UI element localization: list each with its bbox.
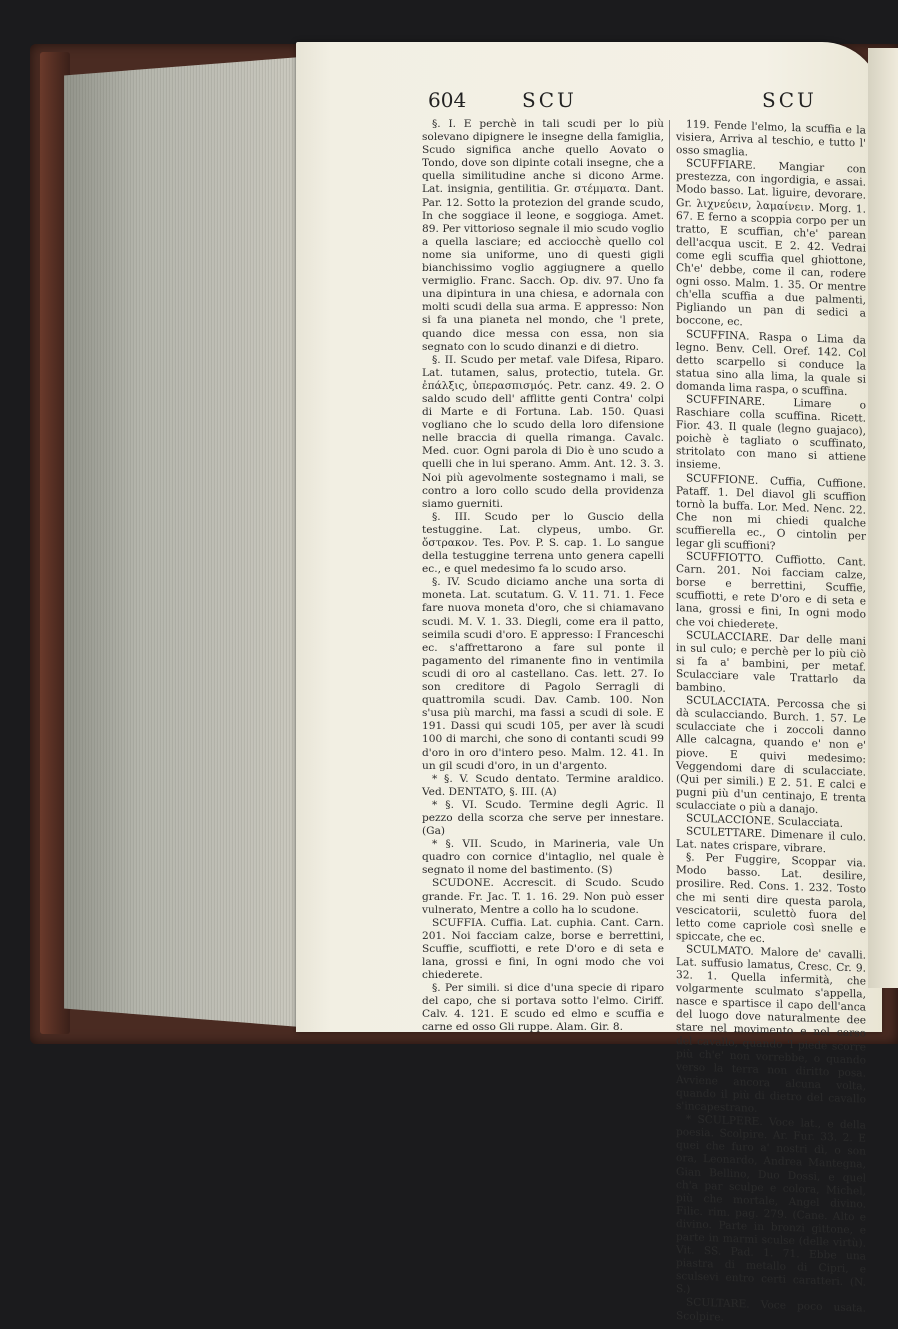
entry-paragraph: §. I. E perchè in tali scudi per lo più solevano dipignere le insegne della famiglia, Scudo significa anche quello Aovato o Tondo, dove son dipinte cotali insegne, che a quella similitudine anche si dicono Arme. Lat. insignia, gentilitia. Gr. στέμματα. Dant. Par. 12. Sotto la protezion del grande scudo, In che soggiace il leone, e soggioga. Amet. 89. Per vittorioso segnale il mio scudo voglio a quella lasciare; ed acciocchè quello col nome sia uniforme, uno di questi gigli bianchissimo voglio aggiugnere a quello vermiglio. Franc. Sacch. Op. div. 97. Uno fa una dipintura in una chiesa, e adornala con molti scudi della sua arma. E appresso: Non si fa una pianeta nel mondo, che 'l prete, quando dice messa con essa, non sia segnato con lo scudo dinanzi e di dietro. <box>422 118 664 353</box>
running-head-right: SCU <box>762 88 817 112</box>
entry-paragraph: SCUFFINA. Raspa o Lima da legno. Benv. Cell. Oref. 142. Col detto scarpello si conduce la statua sino alla lima, la quale si domanda lima raspa, o scuffina. <box>676 327 866 398</box>
entry-paragraph: SCUDONE. Accrescit. di Scudo. Scudo grande. Fr. Jac. T. 1. 16. 29. Non può esser vulnerato, Mentre a collo ha lo scudone. <box>422 877 664 916</box>
entry-paragraph: * §. VI. Scudo. Termine degli Agric. Il pezzo della scorza che serve per innestare. (Ga) <box>422 798 664 838</box>
left-column <box>422 118 664 1034</box>
entry-paragraph: SCULACCIONE. Sculacciata. <box>686 812 844 830</box>
entry-paragraph: §. Per Fuggire, Scoppar via. Modo basso. Lat. desilire, prosilire. Red. Cons. 1. 232. Tosto che mi senti dire questa parola, vescicatorii, sculettò fuora del letto come capriole così snelle e spiccate, che ec. <box>676 851 866 945</box>
entry-paragraph: §. II. Scudo per metaf. vale Difesa, Riparo. Lat. tutamen, salus, protectio, tutela. Gr. ἐπάλξις, ὑπερασπισμός. Petr. canz. 49. 2. O saldo scudo dell' afflitte genti Contra' colpi di Marte e di Fortuna. Lab. 150. Quasi vogliano che lo scudo della loro difensione nelle braccia di quella rimanga. Cavalc. Med. cuor. Ogni parola di Dio è uno scudo a quelli che in lui sperano. Amm. Ant. 12. 3. 3. Noi più agevolmente sostegnamo i mali, se contro a loro collo scudo della providenza siamo guerniti. <box>422 353 664 510</box>
entry-paragraph: * §. V. Scudo dentato. Termine araldico. Ved. DENTATO, §. III. (A) <box>422 772 664 798</box>
entry-paragraph: 119. Fende l'elmo, la scuffia e la visiera, Arriva al teschio, e tutto l' osso smaglia. <box>676 118 866 159</box>
page-number: 604 <box>428 88 467 112</box>
right-column <box>676 118 866 1324</box>
entry-paragraph: * §. VII. Scudo, in Marineria, vale Un quadro con cornice d'intaglio, nel quale è segnato il nome del bastimento. (S) <box>422 838 664 877</box>
entry-paragraph: §. Per simili. si dice d'una specie di riparo del capo, che si portava sotto l'elmo. Ciriff. Calv. 4. 121. E scudo ed elmo e scuffia e carne ed osso Gli ruppe. Alam. Gir. 8. <box>422 982 664 1034</box>
entry-paragraph: * SCULPERE. Voce lat., e della poesia. Scolpire. Ar. Fur. 33. 2. E quei che furo a' nostri dì, o son ora, Leonardo, Andrea Mantegna, Gian Bellino, Duo Dossi, e quel ch'a par sculpe e colora, Michel, più che mortale, Angel divino. Filic. rim. pag. 279. (Cane. Alto e divino. Parte in bronzi gittone, e parte in marmi sculse (delle virtù). Vit. SS. Pad. 1. 71. Ebbe una piastra di metallo di Cipri, e sculsevi entro certi caratteri. (N. S.) <box>676 1113 866 1296</box>
entry-paragraph: SCULTARE. Voce poco usata. Scolpire. <box>676 1296 866 1324</box>
column-rule <box>669 120 670 940</box>
entry-paragraph: SCUFFIA. Cuffia. Lat. cuphia. Cant. Carn. 201. Noi facciam calze, borse e berrettini, Scuffie, scuffiotti, e rete D'oro e di seta e lana, grossi e fini, In ogni modo che voi chiederete. <box>422 916 664 982</box>
entry-paragraph: §. III. Scudo per lo Guscio della testuggine. Lat. clypeus, umbo. Gr. ὄστρακον. Tes. Pov. P. S. cap. 1. Lo sangue della testuggine terrena unto genera capelli ec., e quel medesimo fa lo scudo arso. <box>422 510 664 576</box>
running-head-left: SCU <box>522 88 577 112</box>
entry-paragraph: SCULACCIARE. Dar delle mani in sul culo; e perchè per lo più ciò si fa a' bambini, per metaf. Sculacciare vale Trattarlo da bambino. <box>676 629 866 695</box>
entry-paragraph: SCUFFIONE. Cuffia, Cuffione. Pataff. 1. Del diavol gli scuffion tornò la buffa. Lor. Med. Nenc. 22. Che non mi chiedi qualche scuffierella ec., O cintolin per legar gli scuffioni? <box>676 471 866 553</box>
entry-paragraph: SCUFFIOTTO. Cuffiotto. Cant. Carn. 201. Noi facciam calze, borse e berrettini, Scuffie, scuffiotti, e rete D'oro e di seta e lana, grossi e fini, In ogni modo che voi chiederete. <box>676 550 866 632</box>
entry-paragraph: SCUFFIARE. Mangiar con prestezza, con ingordigia, e assai. Modo basso. Lat. liguire, devorare. Gr. λιχνεύειν, λαμαίνειν. Morg. 1. 67. E ferno a scoppia corpo per un tratto, E scuffian, ch'e' parean dell'acqua uscit. E 2. 42. Vedrai come egli scuffia quel ghiottone, Ch'e' debbe, come il can, rodere ogni osso. Malm. 1. 35. Or mentre ch'ella scuffia a due palmenti, Pigliando un pan di sedici a boccone, ec. <box>676 157 866 329</box>
facing-page-edge <box>868 48 898 988</box>
entry-paragraph: SCULETTARE. Dimenare il culo. Lat. nates crispare, vibrare. <box>676 825 866 856</box>
entry-paragraph: SCULACCIATA. Percossa che si dà sculacciando. Burch. 1. 57. Le sculacciate che i zoccoli danno Alle calcagna, quando e' non e' piove. E quivi medesimo: Veggendomi dare di sculacciate. (Qui per simili.) E 2. 51. E calci e pugni più d'un centinajo, E trenta sculacciate o più a danajo. <box>676 694 866 816</box>
entry-paragraph: SCULMATO. Malore de' cavalli. Lat. suffusio lamatus, Cresc. Cr. 9. 32. 1. Quella infermità, che volgarmente sculmato s'appella, nasce e spartisce il capo dell'anca del luogo dove naturalmente dee stare nel movimento e nel corso del cavallo, quando 'l piede scorre più ch'e' non vorrebbe, o quando verso la terra non diritto posa. Avviene ancora alcuna volta, quando il più di dietro del cavallo s'incapestrano. <box>676 943 866 1115</box>
entry-paragraph: §. IV. Scudo diciamo anche una sorta di moneta. Lat. scutatum. G. V. 11. 71. 1. Fece fare nuova moneta d'oro, che si chiamavano scudi. M. V. 1. 33. Diegli, come era il patto, seimila scudi d'oro. E appresso: I Franceschi ec. s'affrettarono a fare sul ponte il pagamento del rimanente fino in ventimila scudi di oro al castellano. Cas. lett. 27. Io son creditore di Pagolo Serragli di quattromila scudi. Dav. Camb. 100. Non s'usa più marchi, ma fassi a scudi di sole. E 191. Dassi qui scudi 105, per aver là scudi 100 di marchi, che sono di contanti scudi 99 d'oro in oro d'intero peso. Malm. 12. 41. In un gil scudi d'oro, in un d'argento. <box>422 576 664 772</box>
page-block-edges <box>64 56 314 1028</box>
entry-paragraph: SCUFFINARE. Limare o Raschiare colla scuffina. Ricett. Fior. 43. Il quale (legno guajaco), poichè è tagliato o scuffinato, stritolato con mano si attiene insieme. <box>676 393 866 473</box>
